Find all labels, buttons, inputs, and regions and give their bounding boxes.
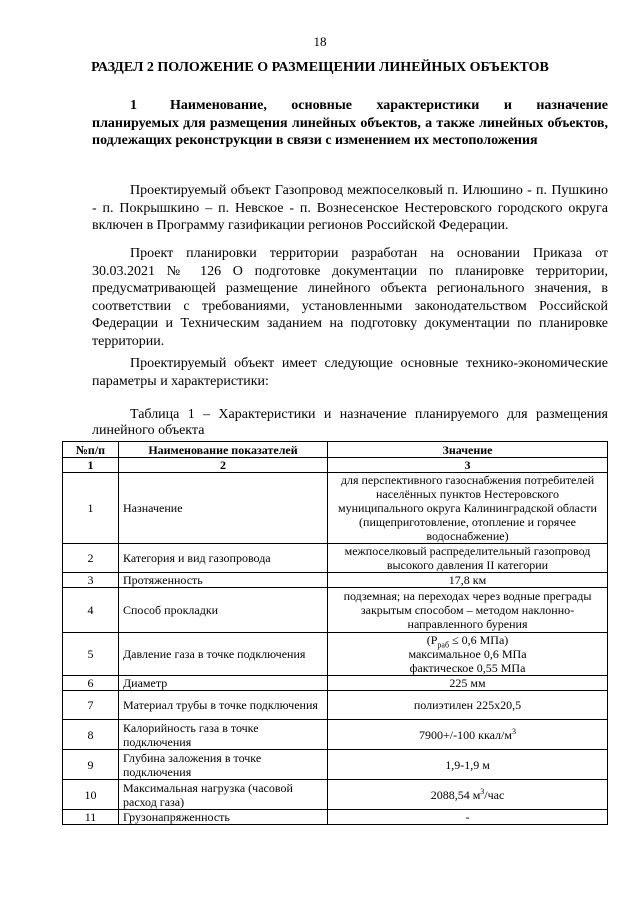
row-name: Протяженность (119, 573, 328, 588)
row-value: 7900+/-100 ккал/$м^3$ (328, 720, 608, 750)
row-name: Категория и вид газопровода (119, 544, 328, 573)
table-row (63, 676, 608, 691)
table-row (63, 633, 608, 676)
row-name: Давление газа в точке подключения (119, 633, 328, 676)
subsection-number: 1 (130, 98, 137, 113)
table-row (63, 720, 608, 750)
table-caption: Таблица 1 – Характеристики и назначение планируемого для размещения линейного объекта (92, 407, 608, 438)
table-row (63, 573, 608, 588)
row-name: Глубина заложения в точке подключения (119, 750, 328, 780)
pressure-max: максимальное 0,6 МПа (408, 647, 527, 661)
row-value: - (328, 810, 608, 825)
row-value: 1,9-1,9 м (328, 750, 608, 780)
index-cell: 2 (119, 458, 328, 473)
row-value (328, 633, 608, 676)
row-number: 10 (63, 780, 119, 810)
row-name: Способ прокладки (119, 588, 328, 633)
row-number: 6 (63, 676, 119, 691)
row-value: 225 мм (328, 676, 608, 691)
row-value: для перспективного газоснабжения потребителей населённых пунктов Нестеровского муниципального округа Калининградской области (пищеприготовление, отопление и горячее водоснабжение) (328, 473, 608, 544)
row-number: 1 (63, 473, 119, 544)
row-number: 8 (63, 720, 119, 750)
row-number: 3 (63, 573, 119, 588)
pressure-limit: ($P_{раб} \le 0,6$ МПа) (426, 633, 509, 650)
pressure-actual: фактическое 0,55 МПа (409, 661, 526, 675)
row-name: Материал трубы в точке подключения (119, 691, 328, 720)
row-value: 17,8 км (328, 573, 608, 588)
table-row (63, 750, 608, 780)
row-name: Назначение (119, 473, 328, 544)
row-number: 5 (63, 633, 119, 676)
row-name: Диаметр (119, 676, 328, 691)
row-number: 4 (63, 588, 119, 633)
index-cell: 1 (63, 458, 119, 473)
index-cell: 3 (328, 458, 608, 473)
row-value: межпоселковый распределительный газопровод высокого давления II категории (328, 544, 608, 573)
row-value: 2088,54 $м^3$/час (328, 780, 608, 810)
table-row (63, 691, 608, 720)
row-number: 11 (63, 810, 119, 825)
table-row (63, 780, 608, 810)
page-number: 18 (313, 34, 327, 49)
header-number: №п/п (63, 442, 119, 458)
table-row (63, 810, 608, 825)
row-name: Грузонапряженность (119, 810, 328, 825)
paragraph-parameters-intro: Проектируемый объект имеет следующие основные технико-экономические параметры и характеристики: (92, 356, 608, 389)
header-indicator-name: Наименование показателей (119, 442, 328, 458)
row-number: 9 (63, 750, 119, 780)
table-index-row (63, 458, 608, 473)
table-row (63, 473, 608, 544)
table-header-row (63, 442, 608, 458)
row-value: подземная; на переходах через водные преграды закрытым способом – методом наклонно-направленного бурения (328, 588, 608, 633)
row-value: полиэтилен 225х20,5 (328, 691, 608, 720)
section-title: РАЗДЕЛ 2 ПОЛОЖЕНИЕ О РАЗМЕЩЕНИИ ЛИНЕЙНЫХ ОБЪЕКТОВ (91, 60, 549, 75)
table-row (63, 588, 608, 633)
header-value: Значение (328, 442, 608, 458)
row-name: Калорийность газа в точке подключения (119, 720, 328, 750)
table-row (63, 544, 608, 573)
row-number: 7 (63, 691, 119, 720)
subsection-title: Наименование, основные характеристики и назначение планируемых для размещения линейных объектов, а также линейных объектов, подлежащих реконструкции в связи с изменением их местоположения (92, 98, 608, 148)
paragraph-object-description: Проектируемый объект Газопровод межпоселковый п. Илюшино - п. Пушкино - п. Покрышкино – п. Невское - п. Вознесенское Нестеровского городского округа включен в Программу газификации регионов Российской Федерации. (92, 183, 608, 233)
subsection-heading (92, 97, 608, 150)
row-number: 2 (63, 544, 119, 573)
parameters-table (62, 441, 608, 825)
row-name: Максимальная нагрузка (часовой расход газа) (119, 780, 328, 810)
paragraph-basis: Проект планировки территории разработан на основании Приказа от 30.03.2021 № 126 О подготовке документации по планировке территории, предусматривающей размещение линейного объекта регионального значения, в соответствии с требованиями, установленными законодательством Российской Федерации и Техническим заданием на подготовку документации по планировке территории. (92, 246, 608, 349)
